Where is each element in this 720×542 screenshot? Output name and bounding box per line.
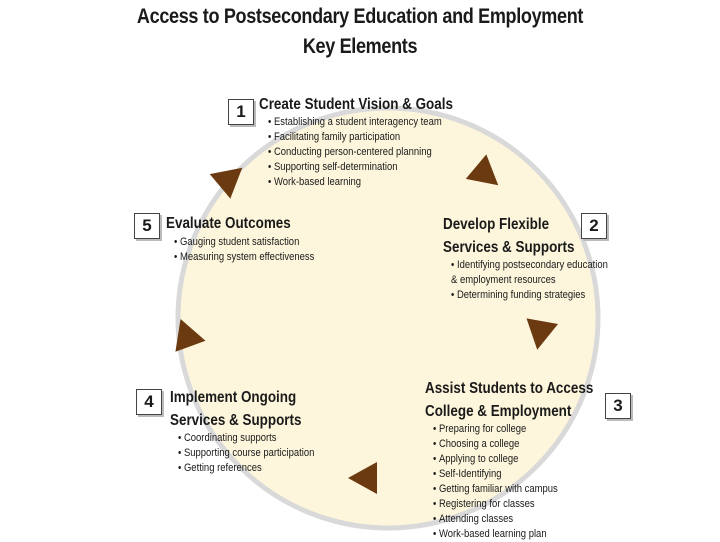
step-heading: Assist Students to Access bbox=[425, 380, 594, 397]
step-heading: Develop Flexible bbox=[443, 216, 550, 233]
list-item: • Attending classes bbox=[433, 512, 558, 527]
diagram-title: Access to Postsecondary Education and Employment bbox=[136, 5, 584, 28]
step-number-box: 3 bbox=[605, 393, 631, 419]
step-bullet-list bbox=[433, 422, 558, 542]
step-bullet-list bbox=[451, 258, 608, 303]
step-number-box: 5 bbox=[134, 213, 160, 239]
list-item: • Establishing a student interagency team bbox=[268, 115, 442, 130]
diagram-subtitle: Key Elements bbox=[302, 35, 418, 58]
list-item: • Self-Identifying bbox=[433, 467, 558, 482]
list-item: • Applying to college bbox=[433, 452, 558, 467]
list-item: • Registering for classes bbox=[433, 497, 558, 512]
step-bullet-list bbox=[268, 115, 442, 190]
list-item: • Identifying postsecondary education bbox=[451, 258, 608, 273]
list-item: • Preparing for college bbox=[433, 422, 558, 437]
step-number-box: 1 bbox=[228, 99, 254, 125]
step-number-box: 4 bbox=[136, 389, 162, 415]
list-item: • Conducting person-centered planning bbox=[268, 145, 442, 160]
list-item: • Getting familiar with campus bbox=[433, 482, 558, 497]
step-heading: Services & Supports bbox=[443, 239, 575, 256]
step-bullet-list bbox=[174, 235, 314, 265]
list-item: • Facilitating family participation bbox=[268, 130, 442, 145]
step-bullet-list bbox=[178, 431, 314, 476]
list-item: • Getting references bbox=[178, 461, 314, 476]
step-heading: Implement Ongoing bbox=[170, 389, 297, 406]
step-number-box: 2 bbox=[581, 213, 607, 239]
list-item: • Work-based learning plan bbox=[433, 527, 558, 542]
list-item: • Work-based learning bbox=[268, 175, 442, 190]
list-item: • Supporting self-determination bbox=[268, 160, 442, 175]
list-item: & employment resources bbox=[451, 274, 556, 286]
step-heading: College & Employment bbox=[425, 403, 572, 420]
list-item: • Coordinating supports bbox=[178, 431, 314, 446]
step-heading: Evaluate Outcomes bbox=[166, 215, 291, 232]
list-item: • Gauging student satisfaction bbox=[174, 235, 314, 250]
step-heading: Create Student Vision & Goals bbox=[259, 96, 453, 113]
list-item: • Supporting course participation bbox=[178, 446, 314, 461]
step-heading: Services & Supports bbox=[170, 412, 302, 429]
list-item: • Choosing a college bbox=[433, 437, 558, 452]
list-item: • Measuring system effectiveness bbox=[174, 250, 314, 265]
list-item: • Determining funding strategies bbox=[451, 288, 608, 303]
